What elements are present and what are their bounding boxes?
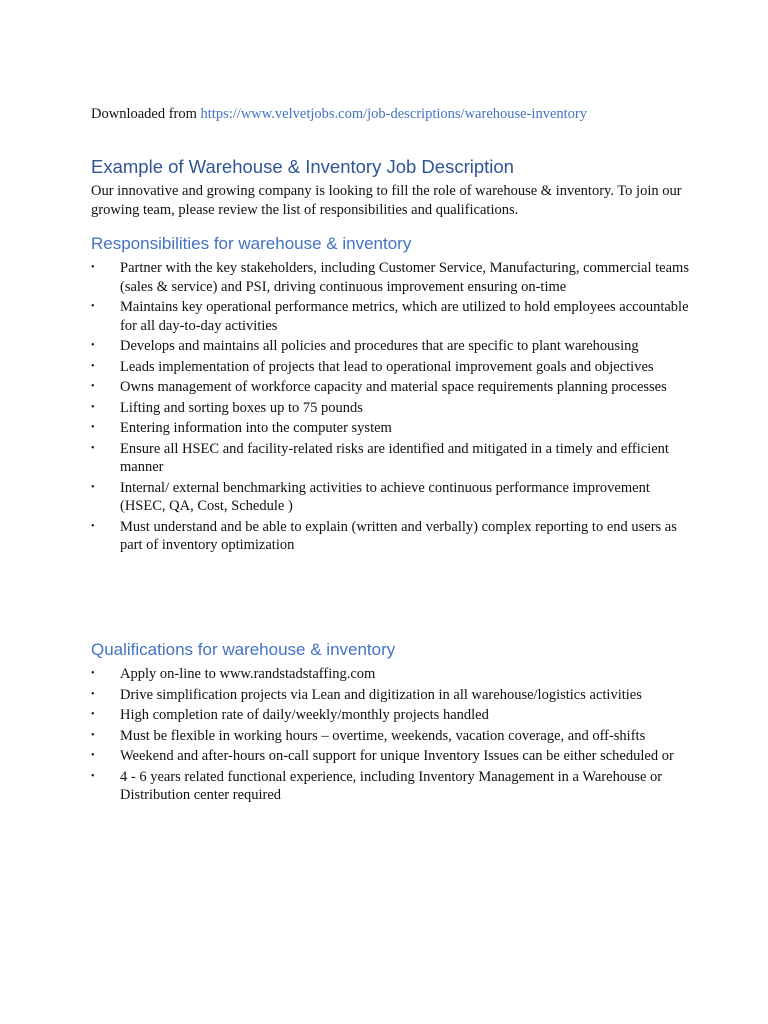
list-item-text: Must understand and be able to explain (written and verbally) complex reporting to end users as part of inventory optimization <box>120 518 677 553</box>
bullet-icon: • <box>91 750 95 761</box>
source-line <box>91 105 587 123</box>
bullet-icon: • <box>91 360 95 372</box>
bullet-icon: • <box>91 770 95 782</box>
bullet-icon: • <box>91 709 95 720</box>
page-title: Example of Warehouse & Inventory Job Description <box>91 156 514 177</box>
source-prefix: Downloaded from <box>91 106 197 122</box>
bullet-icon: • <box>91 401 95 413</box>
list-item <box>91 419 691 438</box>
responsibilities-list <box>91 259 691 557</box>
bullet-icon: • <box>91 688 95 700</box>
list-item-text: Entering information into the computer system <box>120 420 392 436</box>
bullet-icon: • <box>91 520 95 532</box>
list-item <box>91 518 691 555</box>
list-item <box>91 479 691 516</box>
list-item <box>91 706 691 725</box>
list-item-text: Maintains key operational performance metrics, which are utilized to hold employees accountable for all day-to-day activities <box>120 299 689 334</box>
list-item-text: Leads implementation of projects that lead to operational improvement goals and objectives <box>120 358 654 375</box>
list-item <box>91 747 691 766</box>
list-item-text: Owns management of workforce capacity and material space requirements planning processes <box>120 379 667 395</box>
bullet-icon: • <box>91 340 95 351</box>
bullet-icon: • <box>91 668 95 679</box>
list-item <box>91 259 691 296</box>
list-item-text: Weekend and after-hours on-call support for unique Inventory Issues can be either scheduled or <box>120 748 674 764</box>
qualifications-heading: Qualifications for warehouse & inventory <box>91 640 396 659</box>
bullet-icon: • <box>91 729 95 741</box>
bullet-icon: • <box>91 442 95 454</box>
list-item <box>91 686 691 705</box>
list-item-text: Lifting and sorting boxes up to 75 pounds <box>120 399 363 416</box>
list-item <box>91 399 691 418</box>
list-item <box>91 440 691 477</box>
list-item <box>91 378 691 397</box>
list-item-text: Develops and maintains all policies and procedures that are specific to plant warehousing <box>120 338 639 354</box>
list-item <box>91 768 691 805</box>
list-item-text: Partner with the key stakeholders, including Customer Service, Manufacturing, commercial teams (sales & service) and PSI, driving continuous improvement ensuring on-time <box>120 260 689 295</box>
list-item-text: Internal/ external benchmarking activities to achieve continuous performance improvement (HSEC, QA, Cost, Schedule ) <box>120 479 650 514</box>
source-link[interactable]: https://www.velvetjobs.com/job-descriptions/warehouse-inventory <box>200 106 587 122</box>
bullet-icon: • <box>91 422 95 433</box>
responsibilities-heading: Responsibilities for warehouse & inventory <box>91 234 412 253</box>
qualifications-list <box>91 665 691 807</box>
list-item-text: Must be flexible in working hours – overtime, weekends, vacation coverage, and off-shifts <box>120 727 646 744</box>
bullet-icon: • <box>91 481 95 493</box>
list-item-text: Ensure all HSEC and facility-related risks are identified and mitigated in a timely and efficient manner <box>120 440 669 475</box>
list-item <box>91 727 691 746</box>
list-item <box>91 665 691 684</box>
list-item-text: Drive simplification projects via Lean and digitization in all warehouse/logistics activities <box>120 686 642 703</box>
list-item-text: Apply on-line to www.randstadstaffing.com <box>120 666 376 682</box>
bullet-icon: • <box>91 262 95 273</box>
intro-paragraph: Our innovative and growing company is looking to fill the role of warehouse & inventory. To join our growing team, please review the list of responsibilities and qualifications. <box>91 183 682 218</box>
bullet-icon: • <box>91 301 95 312</box>
list-item-text: High completion rate of daily/weekly/monthly projects handled <box>120 707 489 723</box>
list-item <box>91 337 691 356</box>
list-item <box>91 358 691 377</box>
list-item-text: 4 - 6 years related functional experience, including Inventory Management in a Warehouse or Distribution center required <box>120 768 663 803</box>
list-item <box>91 298 691 335</box>
bullet-icon: • <box>91 381 95 392</box>
